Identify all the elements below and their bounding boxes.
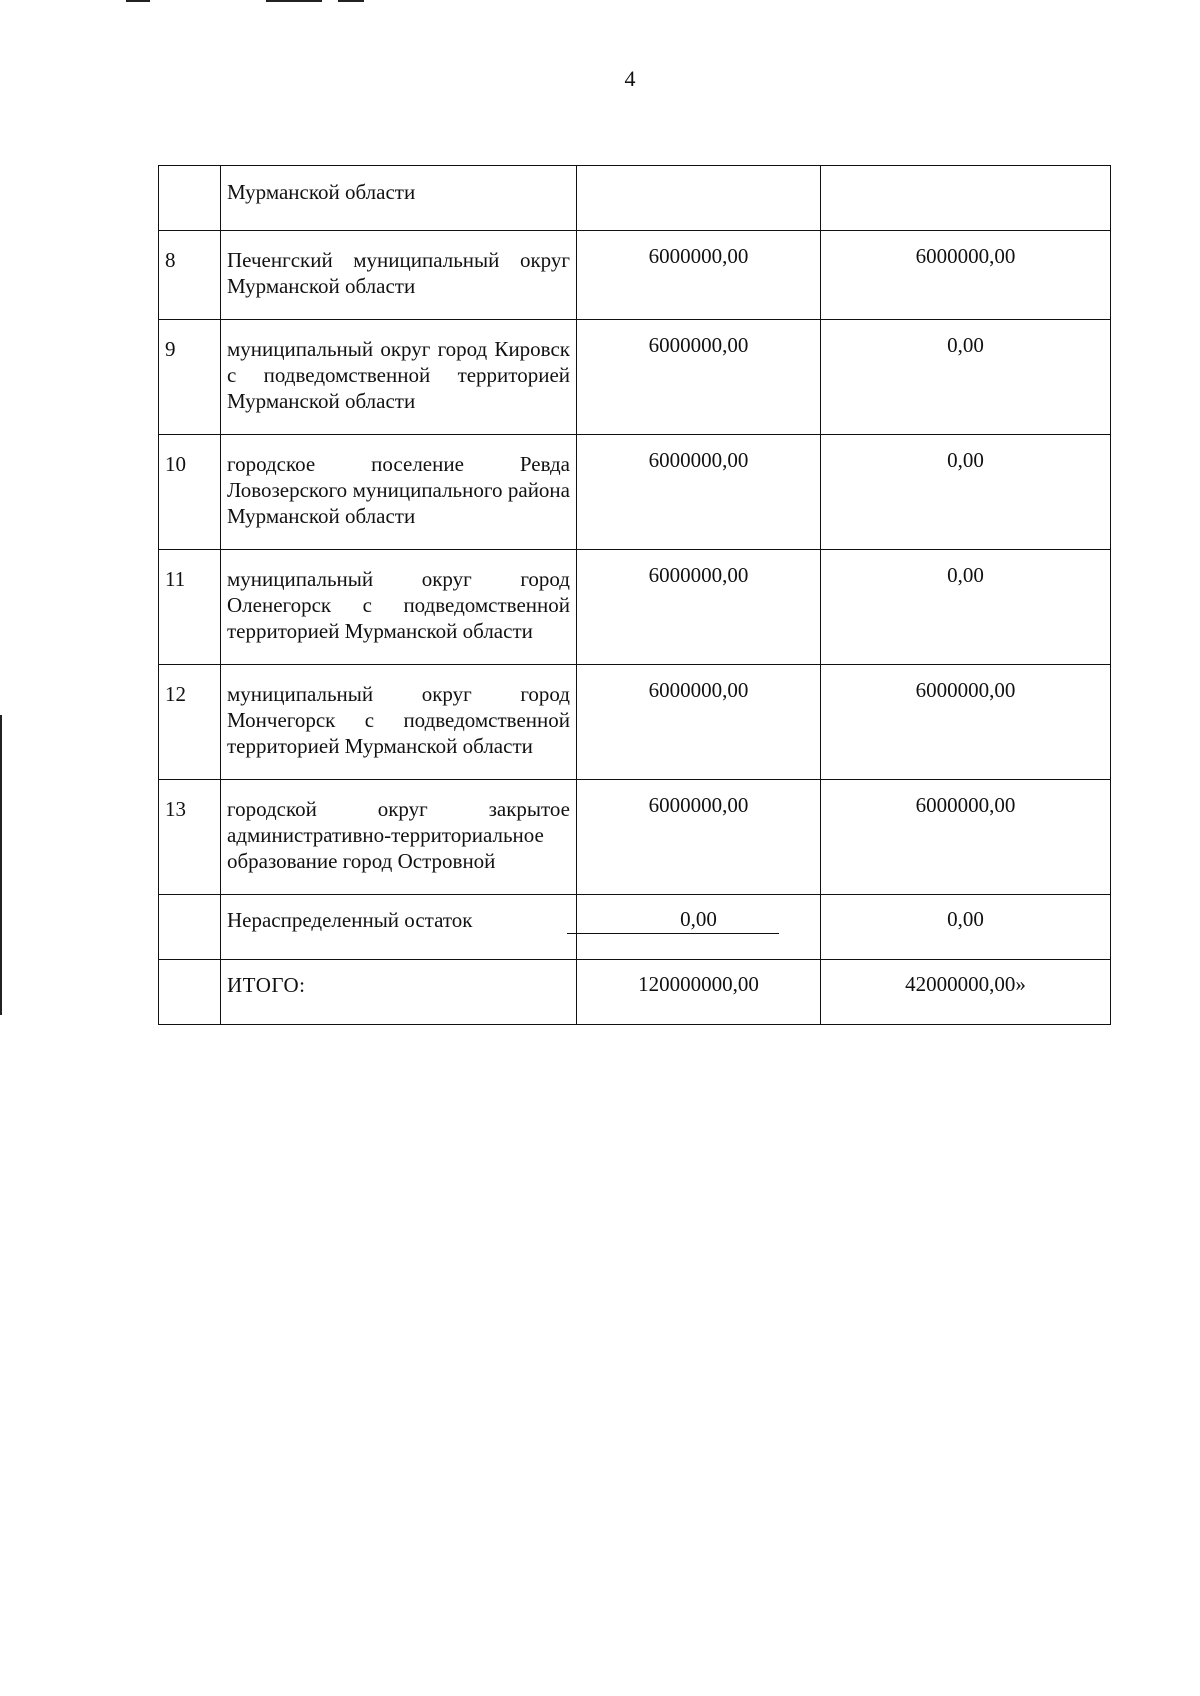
amount-column-b xyxy=(821,166,1111,231)
row-number: 10 xyxy=(159,435,221,550)
table-row xyxy=(159,435,1111,550)
row-number xyxy=(159,960,221,1025)
scan-mark-top-2 xyxy=(266,0,322,2)
municipality-name: муниципальный округ город Мончегорск с подведомственной территорией Мурманской области xyxy=(221,665,577,780)
municipality-name: городской округ закрытое административно-территориальное образование город Островной xyxy=(221,780,577,895)
allocation-table xyxy=(158,165,1111,1025)
row-number xyxy=(159,166,221,231)
row-number: 11 xyxy=(159,550,221,665)
table-row xyxy=(159,960,1111,1025)
amount-column-a: 6000000,00 xyxy=(577,665,821,780)
total-amount-column-a: 120000000,00 xyxy=(577,960,821,1025)
document-end-rule xyxy=(567,933,779,934)
table-row xyxy=(159,166,1111,231)
municipality-name: Печенгский муниципальный округ Мурманской области xyxy=(221,231,577,320)
table-row xyxy=(159,665,1111,780)
amount-column-a: 0,00 xyxy=(577,895,821,960)
municipality-name: городское поселение Ревда Ловозерского муниципального района Мурманской области xyxy=(221,435,577,550)
amount-column-b: 0,00 xyxy=(821,435,1111,550)
amount-column-b: 0,00 xyxy=(821,895,1111,960)
amount-column-a xyxy=(577,166,821,231)
municipality-name: Мурманской области xyxy=(221,166,577,231)
scan-mark-left-edge xyxy=(0,715,2,1015)
amount-column-b: 6000000,00 xyxy=(821,665,1111,780)
amount-column-a: 6000000,00 xyxy=(577,780,821,895)
scan-mark-top-3 xyxy=(338,0,364,2)
row-number: 9 xyxy=(159,320,221,435)
row-number: 13 xyxy=(159,780,221,895)
table-row xyxy=(159,231,1111,320)
amount-column-b: 6000000,00 xyxy=(821,780,1111,895)
total-amount-column-b: 42000000,00» xyxy=(821,960,1111,1025)
amount-column-a: 6000000,00 xyxy=(577,550,821,665)
scan-mark-top-1 xyxy=(126,0,150,2)
amount-column-a: 6000000,00 xyxy=(577,320,821,435)
total-label: ИТОГО: xyxy=(221,960,577,1025)
table-row xyxy=(159,895,1111,960)
amount-column-a: 6000000,00 xyxy=(577,435,821,550)
amount-column-b: 6000000,00 xyxy=(821,231,1111,320)
row-number: 8 xyxy=(159,231,221,320)
table-row xyxy=(159,550,1111,665)
table-row xyxy=(159,320,1111,435)
row-number: 12 xyxy=(159,665,221,780)
amount-column-b: 0,00 xyxy=(821,320,1111,435)
remainder-label: Нераспределенный остаток xyxy=(221,895,577,960)
row-number xyxy=(159,895,221,960)
amount-column-b: 0,00 xyxy=(821,550,1111,665)
page-number: 4 xyxy=(624,66,636,91)
table-row xyxy=(159,780,1111,895)
municipality-name: муниципальный округ город Оленегорск с подведомственной территорией Мурманской области xyxy=(221,550,577,665)
amount-column-a: 6000000,00 xyxy=(577,231,821,320)
municipality-name: муниципальный округ город Кировск с подведомственной территорией Мурманской области xyxy=(221,320,577,435)
